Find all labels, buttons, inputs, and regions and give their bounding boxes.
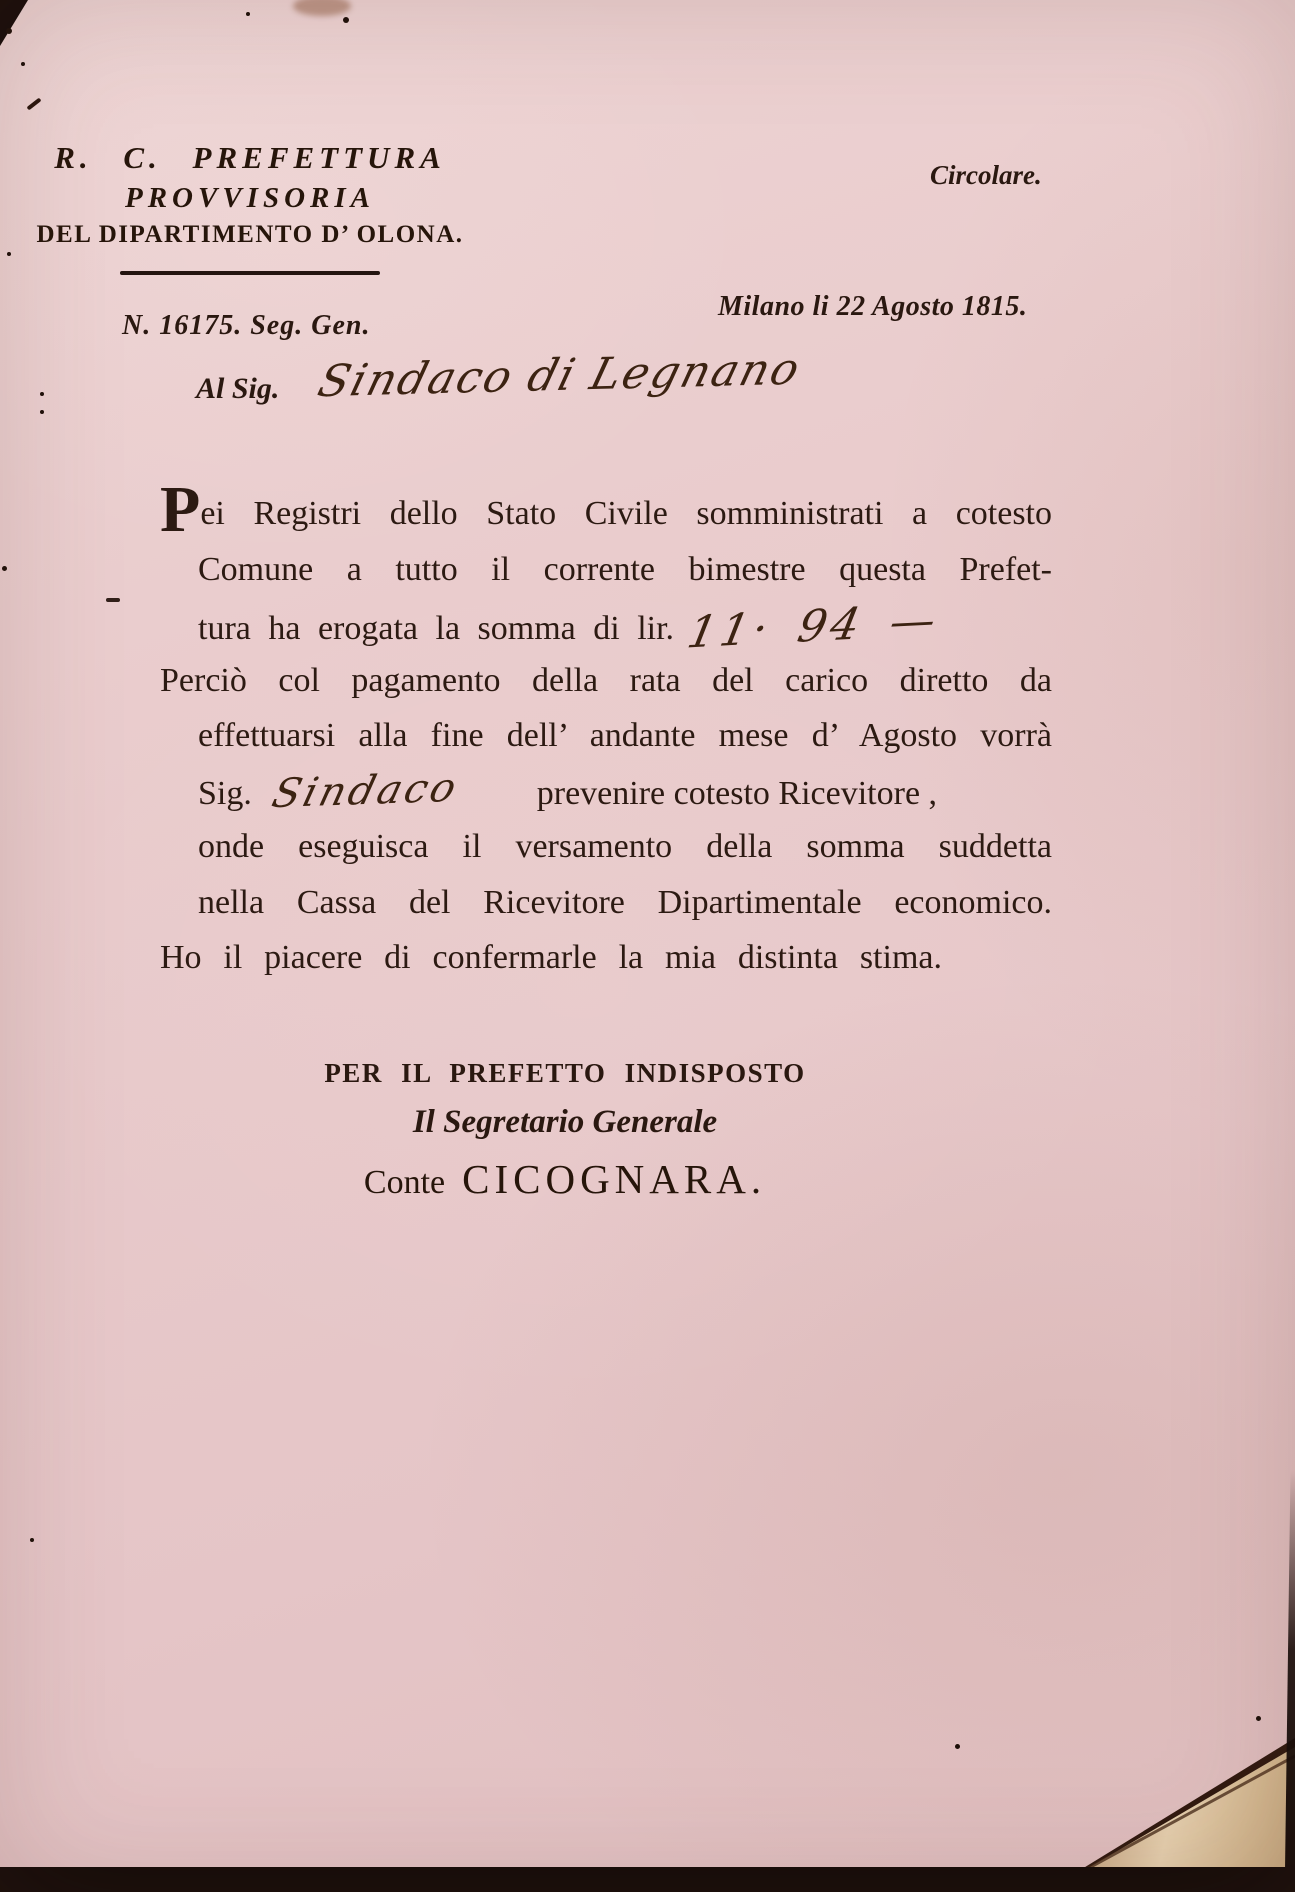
ink-speck bbox=[343, 17, 349, 23]
ink-speck bbox=[30, 1538, 34, 1542]
signature-name: CICOGNARA. bbox=[462, 1156, 767, 1202]
body-line-6-rest: prevenire cotesto Ricevitore , bbox=[536, 774, 938, 812]
body-paragraph bbox=[160, 473, 1052, 986]
body-line-6 bbox=[160, 764, 1052, 820]
body-line-1-text: ei Registri dello Stato Civile somministrati a cotesto bbox=[200, 495, 1052, 532]
margin-dash-mark bbox=[106, 598, 120, 602]
circular-label: Circolare. bbox=[930, 160, 1042, 190]
reference-number: N. 16175. Seg. Gen. bbox=[122, 310, 371, 341]
dateline: Milano li 22 Agosto 1815. bbox=[718, 291, 1028, 322]
letterhead-office-line: R. C. PREFETTURA bbox=[54, 140, 446, 175]
letterhead bbox=[20, 140, 480, 275]
body-line-6-prefix: Sig. bbox=[198, 774, 252, 812]
letterhead-department-line: DEL DIPARTIMENTO D’ OLONA. bbox=[36, 221, 464, 248]
body-line-3-text: tura ha erogata la somma di lir. bbox=[198, 610, 675, 647]
drop-cap: P bbox=[160, 473, 201, 546]
ink-speck bbox=[7, 252, 11, 256]
scan-edge-right bbox=[1285, 1470, 1295, 1870]
ink-speck bbox=[955, 1744, 960, 1749]
signature-title-line: Il Segretario Generale bbox=[412, 1104, 718, 1140]
handwritten-amount: 11· 94 — bbox=[683, 594, 945, 659]
body-line-1 bbox=[160, 473, 1052, 546]
signature-name-line bbox=[290, 1155, 840, 1203]
scan-corner-shadow bbox=[0, 0, 28, 46]
address-line bbox=[196, 343, 807, 409]
body-line-7: onde eseguisca il versamento della somma suddetta bbox=[198, 828, 1052, 865]
handwritten-sindaco: Sindaco bbox=[267, 764, 464, 817]
letterhead-office-line-2: PROVVISORIA bbox=[124, 182, 375, 214]
signature-authority-line: PER IL PREFETTO INDISPOSTO bbox=[324, 1058, 806, 1088]
ink-speck bbox=[40, 410, 44, 414]
ink-speck bbox=[1256, 1716, 1261, 1721]
body-line-2: Comune a tutto il corrente bimestre questa Prefet- bbox=[198, 550, 1052, 588]
ink-speck bbox=[21, 62, 25, 66]
ink-speck bbox=[40, 392, 44, 396]
signature-name-prefix: Conte bbox=[363, 1164, 446, 1201]
body-line-8: nella Cassa del Ricevitore Dipartimentale economico. bbox=[198, 883, 1052, 921]
body-line-3 bbox=[160, 594, 1052, 659]
body-line-5: effettuarsi alla fine dell’ andante mese d’ Agosto vorrà bbox=[198, 717, 1052, 754]
letterhead-rule bbox=[120, 271, 380, 275]
address-handwritten-recipient: Sindaco di Legnano bbox=[313, 343, 807, 408]
address-salutation: Al Sig. bbox=[196, 372, 280, 405]
ink-speck bbox=[246, 12, 250, 16]
ink-speck bbox=[2, 566, 7, 571]
signature-block bbox=[290, 1058, 840, 1203]
ink-speck bbox=[6, 28, 12, 34]
body-line-4: Perciò col pagamento della rata del carico diretto da bbox=[160, 661, 1052, 699]
pen-scratch bbox=[26, 97, 41, 110]
scan-edge-bottom bbox=[0, 1867, 1295, 1892]
body-line-9: Ho il piacere di confermarle la mia distinta stima. bbox=[160, 939, 942, 976]
paper-stain bbox=[293, 0, 351, 16]
